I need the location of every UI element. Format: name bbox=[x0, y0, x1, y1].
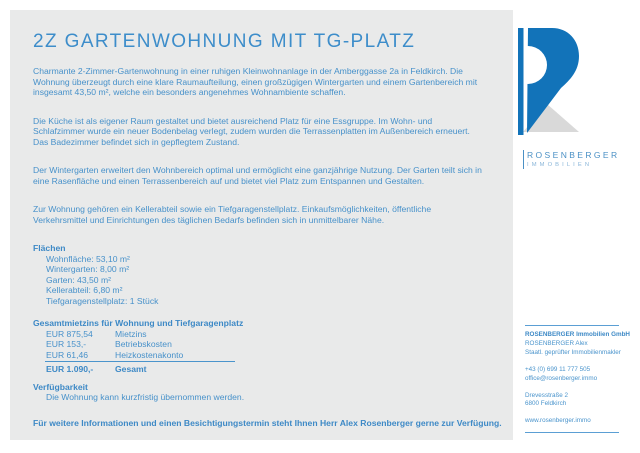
total-amount-cell: EUR 1.090,- bbox=[46, 364, 94, 374]
rent-row bbox=[45, 339, 235, 350]
areas-section bbox=[33, 243, 493, 306]
availability-section bbox=[33, 382, 493, 403]
location-paragraph: Zur Wohnung gehören ein Kellerabteil sowie ein Tiefgaragenstellplatz. Einkaufsmöglichkeiten, öffentliche Verkehrsmittel und Einrichtungen des täglichen Bedarfs befinden sich in unmittelbarer Nähe. bbox=[33, 204, 432, 225]
total-label-cell: Gesamt bbox=[115, 364, 147, 374]
phone-number: +43 (0) 699 11 777 505 bbox=[525, 365, 591, 373]
page-title: 2Z GARTENWOHNUNG MIT TG-PLATZ bbox=[33, 31, 416, 52]
amount-cell: EUR 61,46 bbox=[46, 349, 89, 360]
areas-list bbox=[46, 254, 493, 307]
amount-cell: EUR 153,- bbox=[46, 339, 87, 349]
brand-sidebar bbox=[513, 0, 640, 453]
label-cell: Heizkostenakonto bbox=[115, 349, 184, 360]
amount-cell: EUR 875,54 bbox=[46, 328, 93, 339]
intro-paragraph: Charmante 2-Zimmer-Gartenwohnung in einer ruhigen Kleinwohnanlage in der Amberggasse 2a in Feldkirch. Die Wohnung überzeugt durch eine klare Raumaufteilung, einen großzügigen Wintergarten und einem Gartenbereich mit insgesamt 43,50 m², welche ein besonders angenehmes Wohnambiente schaffen. bbox=[33, 66, 478, 97]
footer-note: Für weitere Informationen und einen Besichtigungstermin steht Ihnen Herr Alex Rosenberger gerne zur Verfügung. bbox=[33, 417, 502, 428]
rent-table bbox=[45, 329, 235, 375]
rent-row bbox=[45, 350, 235, 363]
contact-card bbox=[525, 325, 630, 433]
email-link[interactable]: office@rosenberger.immo bbox=[525, 374, 598, 382]
agent-name: ROSENBERGER Alex bbox=[525, 339, 588, 347]
expose-document bbox=[10, 10, 513, 440]
kitchen-paragraph: Die Küche ist als eigener Raum gestaltet und bietet ausreichend Platz für eine Essgruppe. Im Wohn- und Schlafzimmer wurde ein neuer Bodenbelag verlegt, zudem wurden die Terrassenplatten im Außenbereich erneuert. Das Badezimmer befindet sich in gepflegtem Zustand. bbox=[33, 115, 470, 147]
rosenberger-logo-icon bbox=[515, 26, 581, 138]
area-list-item: Garten: 43,50 m² bbox=[46, 274, 111, 285]
label-cell: Mietzins bbox=[115, 328, 147, 339]
address-city: 6800 Feldkirch bbox=[525, 400, 567, 408]
rent-total-row bbox=[45, 362, 235, 375]
contact-comm-group bbox=[525, 366, 619, 384]
contact-web-group bbox=[525, 417, 619, 426]
brand-wordmark bbox=[523, 150, 620, 169]
area-list-item: Wintergarten: 8,00 m² bbox=[46, 264, 130, 274]
area-list-item: Wohnfläche: 53,10 m² bbox=[46, 253, 130, 264]
areas-heading: Flächen bbox=[33, 243, 66, 253]
website-link[interactable]: www.rosenberger.immo bbox=[525, 417, 591, 425]
address-street: Drevesstraße 2 bbox=[525, 391, 569, 399]
contact-address-group bbox=[525, 392, 619, 410]
area-list-item: Tiefgaragenstellplatz: 1 Stück bbox=[46, 295, 159, 306]
availability-heading: Verfügbarkeit bbox=[33, 381, 88, 392]
label-cell: Betriebskosten bbox=[115, 339, 172, 349]
agent-role: Staatl. geprüfter Immobilienmakler bbox=[525, 348, 621, 356]
logo-stem bbox=[518, 28, 524, 135]
rent-heading: Gesamtmietzins für Wohnung und Tiefgaragenplatz bbox=[33, 318, 244, 328]
contact-company-group bbox=[525, 331, 630, 358]
brand-name: ROSENBERGER bbox=[527, 150, 620, 160]
wintergarten-paragraph: Der Wintergarten erweitert den Wohnbereich optimal und ermöglicht eine ganzjährige Nutzung. Der Garten teilt sich in eine Rasenfläche und einen Terrassenbereich auf und bietet viel Platz zum Entspannen und Gestalten. bbox=[33, 165, 482, 186]
area-list-item: Kellerabteil: 6,80 m² bbox=[46, 285, 123, 295]
rent-section bbox=[33, 318, 493, 375]
rent-row bbox=[45, 329, 235, 340]
availability-text: Die Wohnung kann kurzfristig übernommen werden. bbox=[46, 392, 245, 402]
brand-subtitle: IMMOBILIEN bbox=[527, 162, 593, 168]
company-name: ROSENBERGER Immobilien GmbH bbox=[525, 331, 630, 338]
